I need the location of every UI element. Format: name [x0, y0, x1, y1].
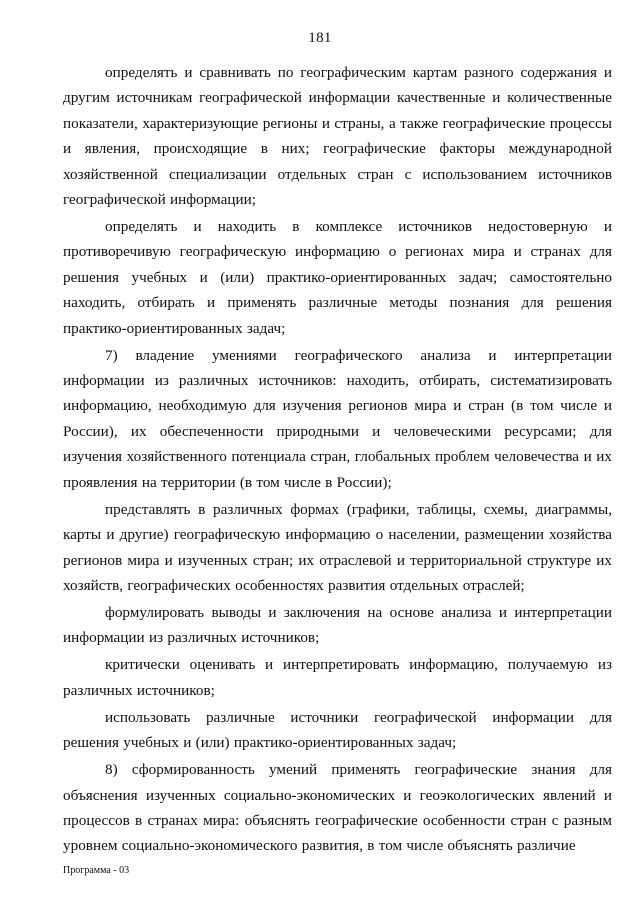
- paragraph-7: использовать различные источники географической информации для решения учебных и (или) практико-ориентированных задач;: [63, 708, 612, 752]
- paragraph-3: 7) владение умениями географического анализа и интерпретации информации из различных источников: находить, отбирать, систематизировать информацию, необходимую для изучения регионов мира и стран (в том числе и России), их обеспеченности природными и человеческими ресурсами; для изучения хозяйственного потенциала стран, глобальных проблем человечества и их проявления на территории (в том числе в России);: [63, 346, 612, 491]
- document-body: [63, 60, 612, 859]
- paragraph-4: представлять в различных формах (графики, таблицы, схемы, диаграммы, карты и другие) географическую информацию о населении, размещении хозяйства регионов мира и изученных стран; их отраслевой и территориальной структуре их хозяйств, географических особенностях развития отдельных отраслей;: [63, 500, 612, 594]
- paragraph-8: 8) сформированность умений применять географические знания для объяснения изученных социально-экономических и геоэкологических явлений и процессов в странах мира: объяснять географические особенности стран с разным уровнем социально-экономического развития, в том числе объяснять различие: [63, 761, 612, 855]
- paragraph-5: формулировать выводы и заключения на основе анализа и интерпретации информации из различных источников;: [63, 603, 612, 647]
- page-number: 181: [308, 30, 332, 46]
- paragraph-6: критически оценивать и интерпретировать информацию, получаемую из различных источников;: [63, 656, 612, 699]
- page-footer: Программа - 03: [63, 865, 130, 876]
- paragraph-2: определять и находить в комплексе источников недостоверную и противоречивую географическую информацию о регионах мира и странах для решения учебных и (или) практико-ориентированных задач; самостоятельно находить, отбирать и применять различные методы познания для решения практико-ориентированных задач;: [63, 218, 612, 337]
- paragraph-1: определять и сравнивать по географическим картам разного содержания и другим источникам географической информации качественные и количественные показатели, характеризующие регионы и страны, а также географические процессы и явления, происходящие в них; географические факторы международной хозяйственной специализации отдельных стран с использованием источников географической информации;: [63, 64, 612, 209]
